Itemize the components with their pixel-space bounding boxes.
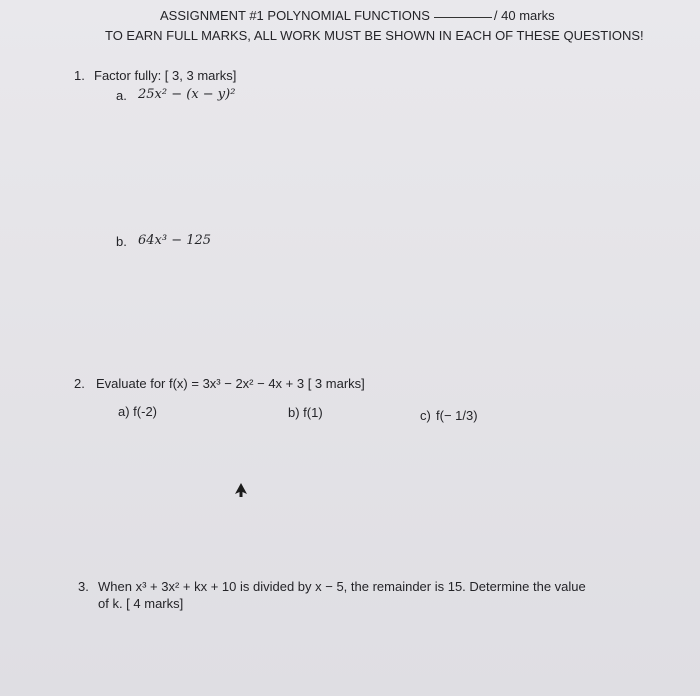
q1a-expression: 25x² − (x − y)²	[138, 87, 236, 102]
score-blank	[434, 17, 492, 18]
q1-text: Factor fully: [ 3, 3 marks]	[94, 68, 237, 83]
q1a-label: a.	[116, 88, 127, 103]
q1b-label: b.	[116, 234, 127, 249]
q2b: b) f(1)	[288, 405, 323, 420]
q2a: a) f(-2)	[118, 404, 157, 419]
q1-number: 1.	[74, 68, 85, 83]
instruction: TO EARN FULL MARKS, ALL WORK MUST BE SHOWN IN EACH OF THESE QUESTIONS!	[105, 28, 644, 43]
q2-text: Evaluate for f(x) = 3x³ − 2x² − 4x + 3 [ 3 marks]	[96, 376, 365, 391]
q2c-label: c)	[420, 408, 431, 423]
q1b-expression: 64x³ − 125	[138, 233, 212, 248]
total-marks: / 40 marks	[493, 8, 555, 23]
assignment-title: ASSIGNMENT #1 POLYNOMIAL FUNCTIONS	[160, 8, 430, 23]
q3-line1: When x³ + 3x² + kx + 10 is divided by x − 5, the remainder is 15. Determine the value	[98, 579, 586, 594]
q2-number: 2.	[74, 376, 85, 391]
q3-number: 3.	[78, 579, 89, 594]
arrow-cursor-icon	[234, 482, 248, 498]
header-title-line	[160, 8, 555, 23]
q2c-expression: f(− 1/3)	[436, 408, 478, 423]
q3-line2: of k. [ 4 marks]	[98, 596, 184, 611]
